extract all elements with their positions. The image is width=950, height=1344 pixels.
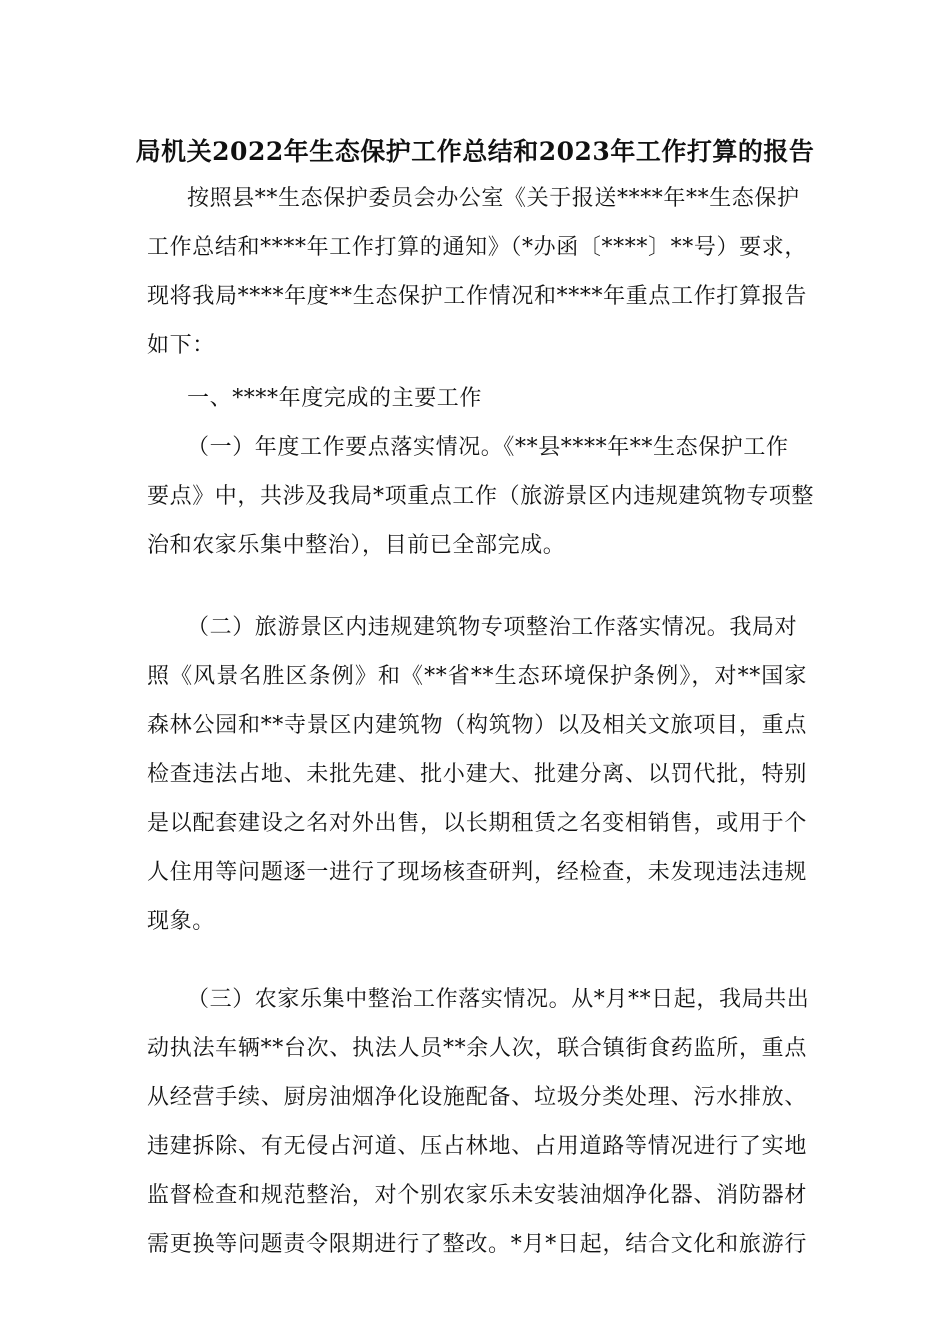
paragraph-line: 动执法车辆**台次、执法人员**余人次，联合镇街食药监所，重点 xyxy=(147,1036,807,1061)
paragraph-line: 现将我局****年度**生态保护工作情况和****年重点工作打算报告 xyxy=(147,284,807,309)
paragraph-line: 如下： xyxy=(147,333,215,358)
paragraph-line: 检查违法占地、未批先建、批小建大、批建分离、以罚代批，特别 xyxy=(147,762,807,787)
section-heading: 一、****年度完成的主要工作 xyxy=(187,386,483,411)
paragraph-line: （一）年度工作要点落实情况。《**县****年**生态保护工作 xyxy=(187,435,789,460)
paragraph-line: 监督检查和规范整治，对个别农家乐未安装油烟净化器、消防器材 xyxy=(147,1183,807,1208)
paragraph-line: 现象。 xyxy=(147,909,215,934)
paragraph-line: 治和农家乐集中整治），目前已全部完成。 xyxy=(147,533,566,558)
paragraph-line: 人住用等问题逐一进行了现场核查研判，经检查，未发现违法违规 xyxy=(147,860,807,885)
paragraph-line: 需更换等问题责令限期进行了整改。*月*日起，结合文化和旅游行 xyxy=(147,1232,807,1257)
paragraph-line: 工作总结和****年工作打算的通知》（*办函〔****〕**号）要求， xyxy=(147,235,807,260)
paragraph-line: 按照县**生态保护委员会办公室《关于报送****年**生态保护 xyxy=(187,186,800,211)
paragraph-line: 是以配套建设之名对外出售，以长期租赁之名变相销售，或用于个 xyxy=(147,811,807,836)
paragraph-line: 从经营手续、厨房油烟净化设施配备、垃圾分类处理、污水排放、 xyxy=(147,1085,807,1110)
paragraph-line: （三）农家乐集中整治工作落实情况。从*月**日起，我局共出 xyxy=(187,987,810,1012)
paragraph-line: 违建拆除、有无侵占河道、压占林地、占用道路等情况进行了实地 xyxy=(147,1134,807,1159)
paragraph-line: 照《风景名胜区条例》和《**省**生态环境保护条例》，对**国家 xyxy=(147,664,807,689)
paragraph-line: 要点》中，共涉及我局*项重点工作（旅游景区内违规建筑物专项整 xyxy=(147,484,815,509)
document-title: 局机关2022年生态保护工作总结和2023年工作打算的报告 xyxy=(135,137,815,166)
paragraph-line: 森林公园和**寺景区内建筑物（构筑物）以及相关文旅项目，重点 xyxy=(147,713,807,738)
paragraph-line: （二）旅游景区内违规建筑物专项整治工作落实情况。我局对 xyxy=(187,615,798,640)
